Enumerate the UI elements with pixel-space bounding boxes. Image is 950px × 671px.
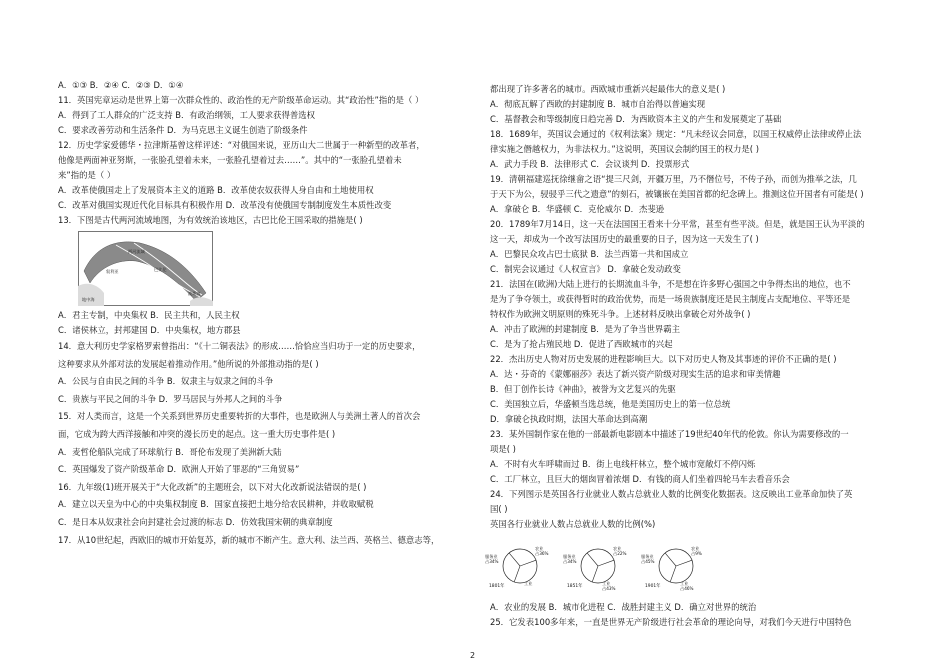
map-svg <box>78 231 213 306</box>
pie-slice-label: 服务业 <box>485 554 498 559</box>
pie-slice-value: 占36% <box>535 551 549 556</box>
text-line: C．美国独立后，华盛顿当选总统，他是美国历史上的第一位总统 <box>490 399 731 409</box>
text-line: A．达・芬奇的《蒙娜丽莎》表达了新兴资产阶级对现实生活的追求和审美情趣 <box>490 369 781 379</box>
text-line: 24．下列图示是英国各行业就业人数占总就业人数的比例变化数据表。这反映出工业革命加快了英 <box>490 489 853 499</box>
text-line: A．武力手段 B．法律形式 C．会议谈判 D．投票形式 <box>490 159 690 169</box>
map-label: 地中海 <box>82 297 95 302</box>
text-line: A．彻底瓦解了西欧的封建制度 B．城市自治得以普遍实现 <box>490 99 706 109</box>
text-line: A．麦哲伦船队完成了环球航行 B．哥伦布发现了美洲新大陆 <box>58 446 282 457</box>
text-line: 15．对人类而言，这是一个关系到世界历史重要转折的大事件，也是欧洲人与美洲土著人的首次会 <box>58 411 421 422</box>
text-line: 13．下图是古代两河流域地图，为有效统治该地区，古巴比伦王国采取的措施是( ) <box>58 215 363 225</box>
pie-slice-label: 服务业 <box>563 554 576 559</box>
text-line: 17．从10世纪起，西欧旧的城市开始复苏，新的城市不断产生。意大利、法兰西、英格兰、德意志等， <box>58 534 440 545</box>
pie-slice-label: 服务业 <box>641 554 654 559</box>
text-line: 22．杰出历史人物对历史发展的进程影响巨大。以下对历史人物及其事迹的评价不正确的是( ) <box>490 354 837 364</box>
text-line: C．制宪会议通过《人权宣言》 D．拿破仑发动政变 <box>490 264 681 274</box>
pie-slice-value: 占45% <box>641 559 655 564</box>
text-line: 来”指的是（ ） <box>58 170 116 180</box>
text-line: A．得到了工人群众的广泛支持 B．有政治纲领，工人要求获得普选权 <box>58 110 316 120</box>
text-line: 25．它发表100多年来，一直是世界无产阶级进行社会革命的理论向导，对我们今天进行中国特色 <box>490 617 852 627</box>
pie-year-label: 1801年 <box>489 584 505 589</box>
pie-year-label: 1901年 <box>645 584 661 589</box>
right-column <box>485 82 910 630</box>
page-number: 2 <box>470 651 476 660</box>
text-line: 特权作为欧洲文明原则的殊死斗争。上述材料反映出拿破仑对外战争( ) <box>490 309 751 319</box>
pie-charts-svg <box>485 534 730 598</box>
text-line: A．君主专制，中央集权 B．民主共和，人民主权 <box>58 310 240 320</box>
text-line: A．公民与自由民之间的斗争 B．奴隶主与奴隶之间的斗争 <box>58 376 274 387</box>
map-label: 两河流域 <box>128 249 145 254</box>
pie-slice-label: 工业 <box>602 581 611 586</box>
pie-slice-label: 农业 <box>691 546 700 551</box>
text-line: 这一天，却成为一个改写法国历史的最重要的日子，因为这一天发生了( ) <box>490 234 759 244</box>
left-column <box>58 78 476 549</box>
text-line: 16．九年级(1)班开展关于“大化改新”的主题班会，以下对大化改新说法错误的是( ) <box>58 481 367 492</box>
text-line: D．拿破仑执政时期，法国大革命达到高潮 <box>490 414 648 424</box>
map-label: 叙利亚 <box>106 269 119 274</box>
text-line: 20．1789年7月14日，这一天在法国国王看来十分平常，甚至有些平淡。但是，就是国王认为平淡的 <box>490 219 865 229</box>
pie-slice-value: 占43% <box>602 586 616 591</box>
employment-pie-charts <box>485 534 910 598</box>
pie-slice-label: 工业 <box>524 581 533 586</box>
text-line: C．工厂林立，且巨大的烟囱冒着浓烟 D．有钱的商人们坐着四轮马车去看音乐会 <box>490 474 790 484</box>
text-line: B．但丁创作长诗《神曲》，被誉为文艺复兴的先驱 <box>490 384 676 394</box>
pie-slice-value: 占9% <box>691 551 702 556</box>
text-line: 11．英国宪章运动是世界上第一次群众性的、政治性的无产阶级革命运动。其“政治性”指的是（ ） <box>58 95 424 105</box>
text-line: C．贵族与平民之间的斗争 D．罗马居民与外邦人之间的斗争 <box>58 393 283 404</box>
text-line: 这种要求从外部对法的发展起着推动作用。”他所说的外部推动指的是( ) <box>58 358 319 369</box>
pie-slice-label: 农业 <box>535 546 544 551</box>
pie-slice-value: 占22% <box>613 551 627 556</box>
text-line: C．基督教会和等级制度日趋完善 D．为西欧资本主义的产生和发展奠定了基础 <box>490 114 782 124</box>
text-line: 面，它成为跨大西洋接触和冲突的漫长历史的起点。这一重大历史事件是( ) <box>58 428 336 439</box>
text-line: 国( ) <box>490 504 508 514</box>
text-line: A．①③ B．②④ C．②③ D．①④ <box>58 80 184 90</box>
pie-slice-value: 占34% <box>485 559 499 564</box>
text-line: C．诸侯林立，封邦建国 D．中央集权，地方郡县 <box>58 325 241 335</box>
text-line: A．冲击了欧洲的封建制度 B．是为了争当世界霸主 <box>490 324 681 334</box>
map-label: 波斯湾 <box>188 291 201 296</box>
text-line: 于天下为公，骎骎乎三代之遗意”的刻石，被镶嵌在美国首都的纪念碑上。推测这位开国者有可能是( ) <box>490 189 864 199</box>
text-line: 19．清朝福建巡抚徐继畲之语“提三尺剑，开疆万里，乃不僭位号，不传子孙，而创为推举之法，几 <box>490 174 857 184</box>
text-line: C．改革对俄国实现近代化目标具有积极作用 D．改革没有使俄国专制制度发生本质性改变 <box>58 200 392 210</box>
text-line: 律实施之僭越权力，为非法权力。”这说明，英国议会制约国王的权力是( ) <box>490 144 759 154</box>
text-line: 23．某外国制作家在他的一部最新电影剧本中描述了19世纪40年代的伦敦。你认为需要修改的一 <box>490 429 849 439</box>
pie-year-label: 1851年 <box>567 584 583 589</box>
text-line: A．改革使俄国走上了发展资本主义的道路 B．改革使农奴获得人身自由和土地使用权 <box>58 185 374 195</box>
text-line: C．是日本从奴隶社会向封建社会过渡的标志 D．仿效我国宋朝的典章制度 <box>58 516 333 527</box>
text-line: A．巴黎民众攻占巴士底狱 B．法兰西第一共和国成立 <box>490 249 689 259</box>
text-line: 12．历史学家爱德华・拉津斯基曾这样评述：“对俄国来说，亚历山大二世属于一种新型的改革者， <box>58 140 425 150</box>
pie-slice-label: 农业 <box>613 546 622 551</box>
pie-slice-value: 占34% <box>563 559 577 564</box>
text-line: A．农业的发展 B．城市化进程 C．战胜封建主义 D．确立对世界的统治 <box>490 602 757 612</box>
text-line: C．是为了抢占殖民地 D．促进了西欧城市的兴起 <box>490 339 673 349</box>
text-line: A．拿破仑 B．华盛顿 C．克伦威尔 D．杰斐逊 <box>490 204 665 214</box>
text-line: 21．法国在(欧洲)大陆上进行的长期流血斗争，不是想在许多野心强国之中争得杰出的地位，也不 <box>490 279 851 289</box>
pie-slice-value: 占46% <box>680 586 694 591</box>
text-line: 项是( ) <box>490 444 516 454</box>
text-line: 14．意大利历史学家格罗索曾指出：“《十二铜表法》的形成……恰恰应当归功于一定的历史要求， <box>58 341 421 351</box>
text-line: A．建立以天皇为中心的中央集权制度 B．国家直接把土地分给农民耕种，并收取赋税 <box>58 499 374 510</box>
map-label: 巴比伦 <box>154 267 167 272</box>
text-line: C．要求改善劳动和生活条件 D．为马克思主义诞生创造了阶级条件 <box>58 125 308 135</box>
text-line: 18．1689年，英国议会通过的《权利法案》规定：“凡未经议会同意，以国王权威停止法律或停止法 <box>490 129 862 139</box>
text-line: C．英国爆发了资产阶级革命 D．欧洲人开始了罪恶的“三角贸易” <box>58 464 300 475</box>
text-line: 都出现了许多著名的城市。西欧城市重新兴起最伟大的意义是( ) <box>490 84 726 94</box>
mesopotamia-map <box>78 231 213 306</box>
text-line: A．不时有火车呼啸而过 B．街上电线杆林立，整个城市宽敞灯不停闪烁 <box>490 459 756 469</box>
text-line: 英国各行业就业人数占总就业人数的比例(%) <box>490 519 656 529</box>
text-line: 他像是两面神亚努斯，一张脸孔望着未来，一张脸孔望着过去……”。其中的“一张脸孔望着未 <box>58 155 402 165</box>
text-line: 是为了争夺领土，或获得暂时的政治优势，而是一场贵族制度还是民主制度占支配地位、平等还是 <box>490 294 851 304</box>
pie-slice-label: 工业 <box>680 581 689 586</box>
